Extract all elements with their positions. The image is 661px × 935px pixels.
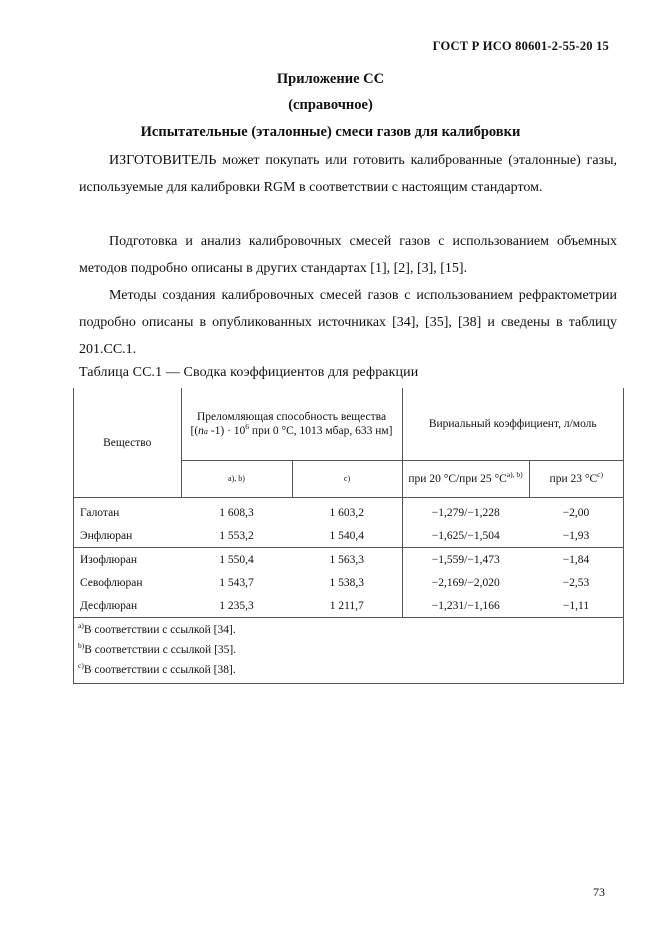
refraction-ab-cell: 1 235,3	[219, 599, 254, 612]
refraction-c-cell: 1 563,3	[292, 548, 402, 572]
table-row	[74, 524, 623, 548]
note-c: $^{c)}$В соответствии с ссылкой [38].	[78, 661, 236, 676]
virial-23-cell: −1,84	[529, 548, 623, 572]
virial-23-cell: −2,53	[562, 576, 590, 589]
substance-cell: Десфлюран	[80, 599, 138, 612]
refraction-c-cell: 1 603,2	[329, 506, 364, 519]
refraction-ab-cell: 1 553,2	[219, 529, 254, 542]
subheader-ref-ab: a), b)	[181, 461, 292, 498]
header-refractive: Преломляющая способность вещества [(na $-1) \cdot 10^6$ при 0 °C, 1013 мбар, 633 нм]	[181, 388, 402, 461]
table-row	[74, 498, 623, 525]
virial-20-25-cell: −2,169/−2,020	[402, 571, 529, 594]
substance-cell: Изофлюран	[74, 548, 181, 572]
virial-23-cell: −1,93	[562, 529, 590, 542]
note-b: $^{b)}$В соответствии с ссылкой [35].	[78, 641, 237, 656]
annex-title: Приложение СС	[276, 71, 385, 87]
substance-cell: Энфлюран	[80, 529, 133, 542]
note-a: $^{a)}$В соответствии с ссылкой [34].	[78, 621, 236, 636]
paragraph-preparation: Подготовка и анализ калибровочных смесей газов с использованием объемных методов подробно описаны в других стандартах [1], [2], [3], [15].	[79, 234, 617, 276]
refraction-ab-cell: 1 550,4	[181, 548, 292, 572]
refraction-table	[73, 388, 624, 684]
refraction-c-cell: 1 540,4	[329, 529, 364, 542]
subheader-virial-23: при 23 $^\circ C^{c)}$	[529, 461, 623, 498]
refraction-c-cell: 1 538,3	[329, 576, 364, 589]
table-row	[74, 594, 623, 618]
virial-20-25-cell: −1,559/−1,473	[402, 548, 529, 572]
refraction-ab-cell: 1 608,3	[219, 506, 254, 519]
virial-20-25-cell: −1,625/−1,504	[402, 524, 529, 548]
page-number: 73	[593, 885, 605, 899]
virial-23-cell: −2,00	[562, 506, 590, 519]
header-virial: Вириальный коэффициент, л/моль	[402, 388, 623, 461]
table-body	[74, 498, 623, 618]
substance-cell: Севофлюран	[80, 576, 143, 589]
virial-23-cell: −1,11	[562, 599, 590, 612]
paragraph-methods: Методы создания калибровочных смесей газов с использованием рефрактометрии подробно описаны в опубликованных источниках [34], [35], [38] и сведены в таблицу 201.CC.1.	[79, 288, 617, 357]
refraction-c-cell: 1 211,7	[329, 599, 364, 612]
substance-cell: Галотан	[80, 506, 120, 519]
table-row	[74, 548, 623, 572]
subheader-virial-20-25: при 20 °C/при 25 $^\circ C^{a), b)}$	[402, 461, 529, 498]
table-notes	[74, 618, 623, 684]
paragraph-manufacturer: ИЗГОТОВИТЕЛЬ может покупать или готовить калиброванные (эталонные) газы, используемые для калибровки RGM в соответствии с настоящим стандартом.	[79, 153, 617, 195]
subheader-ref-c: c)	[292, 461, 402, 498]
annex-status: (справочное)	[288, 97, 373, 113]
standard-header: ГОСТ Р ИСО 80601-2-55-20 15	[432, 39, 609, 53]
header-substance: Вещество	[74, 388, 181, 498]
annex-subtitle: Испытательные (эталонные) смеси газов для калибровки	[140, 124, 521, 140]
refraction-ab-cell: 1 543,7	[219, 576, 254, 589]
table-row	[74, 571, 623, 594]
virial-20-25-cell: −1,279/−1,228	[402, 498, 529, 525]
table-caption: Таблица CC.1 — Сводка коэффициентов для рефракции	[79, 365, 419, 380]
virial-20-25-cell: −1,231/−1,166	[402, 594, 529, 618]
